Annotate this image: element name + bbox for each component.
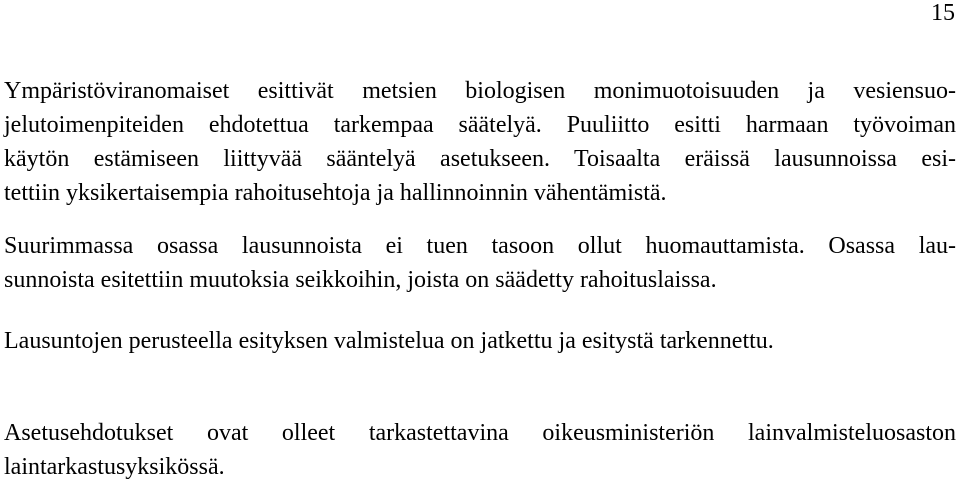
paragraph-line: Ympäristöviranomaiset esittivät metsien biologisen monimuotoisuuden ja vesiensuo-	[4, 78, 956, 104]
paragraph-legal-review	[4, 416, 956, 484]
paragraph-line: Asetusehdotukset ovat olleet tarkastettavina oikeusministeriön lainvalmisteluosaston	[4, 420, 956, 446]
paragraph-support-level	[4, 229, 956, 297]
paragraph-preparation	[4, 324, 956, 358]
paragraph-line: Suurimmassa osassa lausunnoista ei tuen tasoon ollut huomauttamista. Osassa lau-	[4, 233, 956, 259]
paragraph-line: käytön estämiseen liittyvää sääntelyä asetukseen. Toisaalta eräissä lausunnoissa esi-	[4, 146, 956, 172]
paragraph-line: sunnoista esitettiin muutoksia seikkoihin, joista on säädetty rahoituslaissa.	[4, 267, 717, 293]
paragraph-line: tettiin yksikertaisempia rahoitusehtoja ja hallinnoinnin vähentämistä.	[4, 180, 667, 206]
page-number: 15	[931, 0, 955, 26]
paragraph-line: Lausuntojen perusteella esityksen valmistelua on jatkettu ja esitystä tarkennettu.	[4, 328, 774, 354]
paragraph-line: laintarkastusyksikössä.	[4, 454, 225, 480]
paragraph-stakeholder-feedback	[4, 74, 956, 210]
paragraph-line: jelutoimenpiteiden ehdotettua tarkempaa säätelyä. Puuliitto esitti harmaan työvoiman	[4, 112, 956, 138]
